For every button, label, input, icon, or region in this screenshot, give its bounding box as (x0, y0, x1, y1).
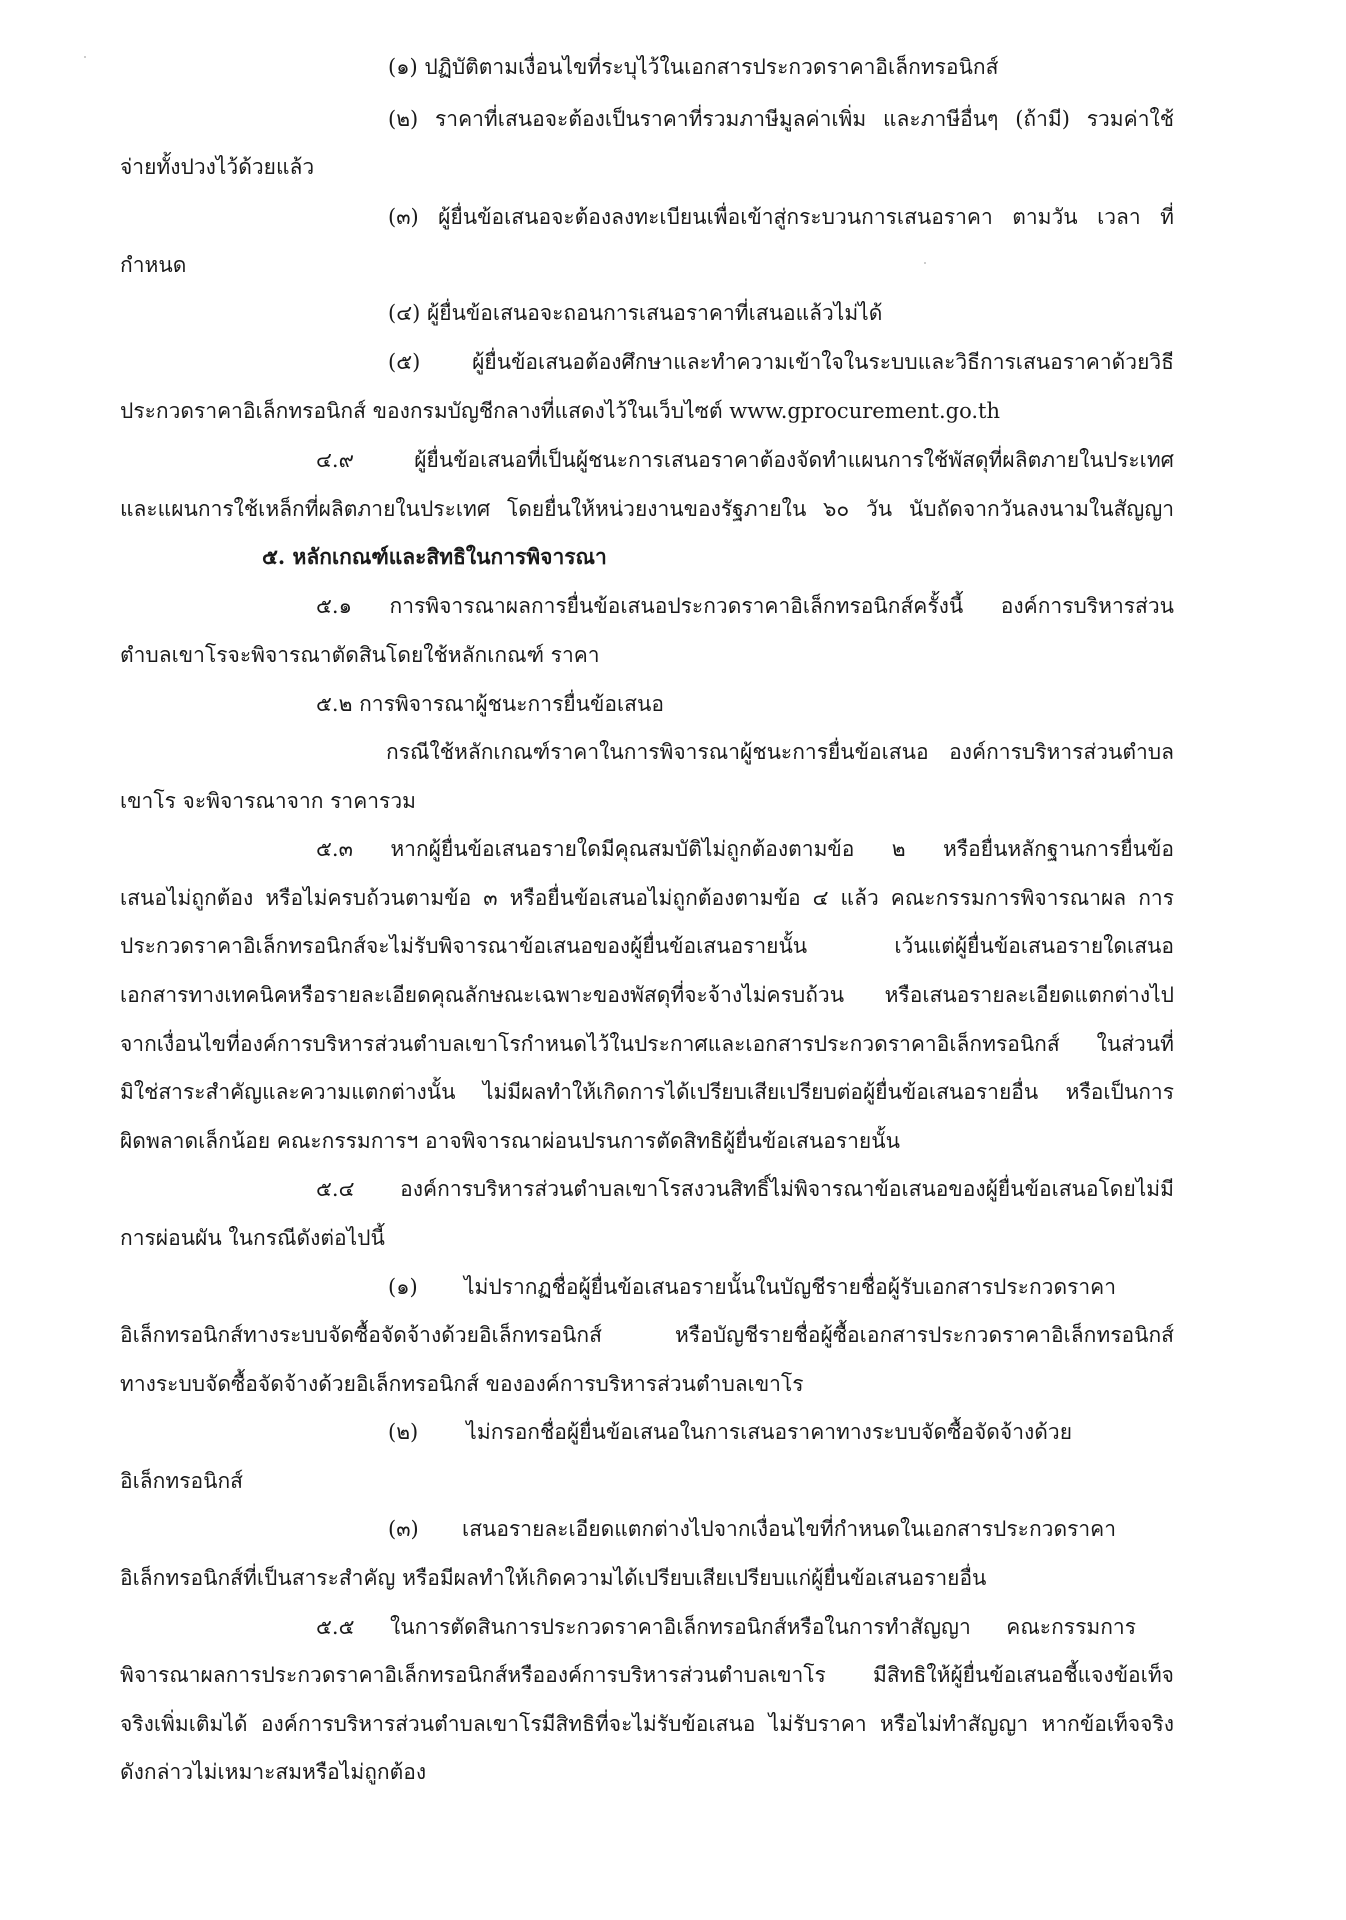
text-line: ๕.๒ การพิจารณาผู้ชนะการยื่นข้อเสนอ (316, 692, 664, 716)
text-line: ๕.๓ หากผู้ยื่นข้อเสนอรายใดมีคุณสมบัติไม่ถูกต้องตามข้อ ๒ หรือยื่นหลักฐานการยื่นข้อ (316, 837, 1174, 861)
text-line: เอกสารทางเทคนิคหรือรายละเอียดคุณลักษณะเฉพาะของพัสดุที่จะจ้างไม่ครบถ้วน หรือเสนอรายละเอียดแตกต่างไป (120, 983, 1174, 1007)
scan-speck (84, 56, 86, 58)
text-line: (๑) ปฏิบัติตามเงื่อนไขที่ระบุไว้ในเอกสารประกวดราคาอิเล็กทรอนิกส์ (388, 55, 999, 79)
text-line: (๔) ผู้ยื่นข้อเสนอจะถอนการเสนอราคาที่เสนอแล้วไม่ได้ (388, 301, 883, 325)
text-line: กรณีใช้หลักเกณฑ์ราคาในการพิจารณาผู้ชนะการยื่นข้อเสนอ องค์การบริหารส่วนตำบล (386, 740, 1174, 764)
text-line: อิเล็กทรอนิกส์ (120, 1469, 243, 1493)
text-line: ประกวดราคาอิเล็กทรอนิกส์จะไม่รับพิจารณาข้อเสนอของผู้ยื่นข้อเสนอรายนั้น เว้นแต่ผู้ยื่นข้อเสนอรายใดเสนอ (120, 934, 1174, 958)
text-line: (๑) ไม่ปรากฏชื่อผู้ยื่นข้อเสนอรายนั้นในบัญชีรายชื่อผู้รับเอกสารประกวดราคา (388, 1275, 1116, 1299)
text-line: เสนอไม่ถูกต้อง หรือไม่ครบถ้วนตามข้อ ๓ หรือยื่นข้อเสนอไม่ถูกต้องตามข้อ ๔ แล้ว คณะกรรมการพิจารณาผล การ (120, 886, 1174, 910)
text-line: กำหนด (120, 253, 187, 277)
text-line: พิจารณาผลการประกวดราคาอิเล็กทรอนิกส์หรือองค์การบริหารส่วนตำบลเขาโร มีสิทธิให้ผู้ยื่นข้อเสนอชี้แจงข้อเท็จ (120, 1663, 1174, 1687)
text-line: (๓) ผู้ยื่นข้อเสนอจะต้องลงทะเบียนเพื่อเข้าสู่กระบวนการเสนอราคา ตามวัน เวลา ที่ (388, 205, 1174, 229)
section-heading: ๕. หลักเกณฑ์และสิทธิในการพิจารณา (262, 544, 607, 569)
text-line: (๒) ราคาที่เสนอจะต้องเป็นราคาที่รวมภาษีมูลค่าเพิ่ม และภาษีอื่นๆ (ถ้ามี) รวมค่าใช้ (388, 107, 1174, 131)
text-line: มิใช่สาระสำคัญและความแตกต่างนั้น ไม่มีผลทำให้เกิดการได้เปรียบเสียเปรียบต่อผู้ยื่นข้อเสนอรายอื่น หรือเป็นการ (120, 1080, 1174, 1104)
text-line: (๓) เสนอรายละเอียดแตกต่างไปจากเงื่อนไขที่กำหนดในเอกสารประกวดราคา (388, 1517, 1116, 1541)
text-line: และแผนการใช้เหล็กที่ผลิตภายในประเทศ โดยยื่นให้หน่วยงานของรัฐภายใน ๖๐ วัน นับถัดจากวันลงนามในสัญญา (120, 497, 1174, 521)
text-line: ผิดพลาดเล็กน้อย คณะกรรมการฯ อาจพิจารณาผ่อนปรนการตัดสิทธิผู้ยื่นข้อเสนอรายนั้น (120, 1129, 900, 1153)
text-line: ๕.๕ ในการตัดสินการประกวดราคาอิเล็กทรอนิกส์หรือในการทำสัญญา คณะกรรมการ (316, 1615, 1136, 1639)
text-line: ๕.๑ การพิจารณาผลการยื่นข้อเสนอประกวดราคาอิเล็กทรอนิกส์ครั้งนี้ องค์การบริหารส่วน (316, 594, 1174, 618)
text-line: ดังกล่าวไม่เหมาะสมหรือไม่ถูกต้อง (120, 1760, 427, 1784)
scan-speck (924, 262, 926, 264)
text-line: จริงเพิ่มเติมได้ องค์การบริหารส่วนตำบลเขาโรมีสิทธิที่จะไม่รับข้อเสนอ ไม่รับราคา หรือไม่ทำสัญญา หากข้อเท็จจริง (120, 1712, 1174, 1736)
text-line: ๔.๙ ผู้ยื่นข้อเสนอที่เป็นผู้ชนะการเสนอราคาต้องจัดทำแผนการใช้พัสดุที่ผลิตภายในประเทศ (316, 448, 1174, 472)
text-line: (๒) ไม่กรอกชื่อผู้ยื่นข้อเสนอในการเสนอราคาทางระบบจัดซื้อจัดจ้างด้วย (388, 1420, 1072, 1444)
text-line: อิเล็กทรอนิกส์ทางระบบจัดซื้อจัดจ้างด้วยอิเล็กทรอนิกส์ หรือบัญชีรายชื่อผู้ซื้อเอกสารประกวดราคาอิเล็กทรอนิกส์ (120, 1323, 1174, 1347)
text-line: จากเงื่อนไขที่องค์การบริหารส่วนตำบลเขาโรกำหนดไว้ในประกาศและเอกสารประกวดราคาอิเล็กทรอนิกส์ ในส่วนที่ (120, 1032, 1174, 1056)
text-line: ทางระบบจัดซื้อจัดจ้างด้วยอิเล็กทรอนิกส์ ขององค์การบริหารส่วนตำบลเขาโร (120, 1372, 804, 1396)
text-line: ตำบลเขาโรจะพิจารณาตัดสินโดยใช้หลักเกณฑ์ ราคา (120, 643, 600, 667)
text-line: (๕) ผู้ยื่นข้อเสนอต้องศึกษาและทำความเข้าใจในระบบและวิธีการเสนอราคาด้วยวิธี (388, 350, 1174, 374)
text-line: อิเล็กทรอนิกส์ที่เป็นสาระสำคัญ หรือมีผลทำให้เกิดความได้เปรียบเสียเปรียบแก่ผู้ยื่นข้อเสนอรายอื่น (120, 1566, 987, 1590)
text-line: เขาโร จะพิจารณาจาก ราคารวม (120, 789, 416, 813)
text-line: การผ่อนผัน ในกรณีดังต่อไปนี้ (120, 1226, 385, 1250)
text-line: จ่ายทั้งปวงไว้ด้วยแล้ว (120, 155, 315, 179)
text-line: ๕.๔ องค์การบริหารส่วนตำบลเขาโรสงวนสิทธิ์ไม่พิจารณาข้อเสนอของผู้ยื่นข้อเสนอโดยไม่มี (316, 1177, 1174, 1201)
text-line: ประกวดราคาอิเล็กทรอนิกส์ ของกรมบัญชีกลางที่แสดงไว้ในเว็บไซต์ www.gprocurement.go.th (120, 399, 1001, 423)
